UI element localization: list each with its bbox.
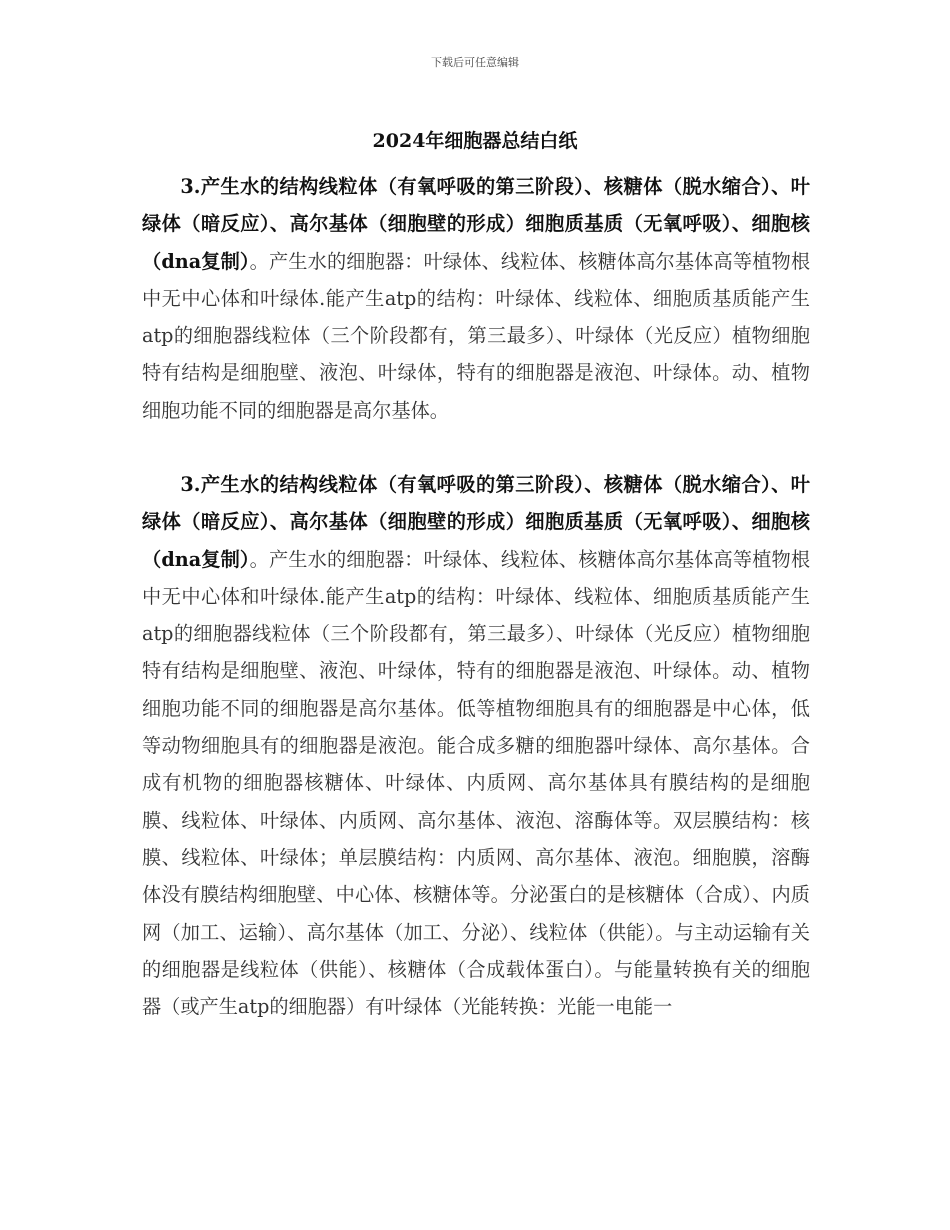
paragraph-1-lead: 3.产生水的结构线粒体（有氧呼吸的第三阶段）、核糖体（脱水缩合）、叶绿体（暗反应）、高尔基体（细胞壁的形成）细胞质基质（无氧呼吸）、细胞核（dna复制）: [142, 175, 810, 273]
paragraph-1: [142, 168, 810, 429]
paragraph-2: [142, 466, 810, 1025]
paragraph-1-body: 。产生水的细胞器：叶绿体、线粒体、核糖体高尔基体高等植物根中无中心体和叶绿体.能产生atp的结构：叶绿体、线粒体、细胞质基质能产生atp的细胞器线粒体（三个阶段都有，第三最多）、叶绿体（光反应）植物细胞特有结构是细胞壁、液泡、叶绿体，特有的细胞器是液泡、叶绿体。动、植物细胞功能不同的细胞器是高尔基体。: [142, 249, 811, 422]
header-note: 下载后可任意编辑: [431, 56, 519, 69]
paragraph-2-body: 。产生水的细胞器：叶绿体、线粒体、核糖体高尔基体高等植物根中无中心体和叶绿体.能产生atp的结构：叶绿体、线粒体、细胞质基质能产生atp的细胞器线粒体（三个阶段都有，第三最多）、叶绿体（光反应）植物细胞特有结构是细胞壁、液泡、叶绿体，特有的细胞器是液泡、叶绿体。动、植物细胞功能不同的细胞器是高尔基体。低等植物细胞具有的细胞器是中心体，低等动物细胞具有的细胞器是液泡。能合成多糖的细胞器叶绿体、高尔基体。合成有机物的细胞器核糖体、叶绿体、内质网、高尔基体具有膜结构的是细胞膜、线粒体、叶绿体、内质网、高尔基体、液泡、溶酶体等。双层膜结构：核膜、线粒体、叶绿体；单层膜结构：内质网、高尔基体、液泡。细胞膜，溶酶体没有膜结构细胞壁、中心体、核糖体等。分泌蛋白的是核糖体（合成）、内质网（加工、运输）、高尔基体（加工、分泌）、线粒体（供能）。与主动运输有关的细胞器是线粒体（供能）、核糖体（合成载体蛋白）。与能量转换有关的细胞器（或产生atp的细胞器）有叶绿体（光能转换：光能一电能一: [142, 547, 811, 1019]
paragraph-2-lead: 3.产生水的结构线粒体（有氧呼吸的第三阶段）、核糖体（脱水缩合）、叶绿体（暗反应）、高尔基体（细胞壁的形成）细胞质基质（无氧呼吸）、细胞核（dna复制）: [142, 473, 810, 571]
document-title: 2024年细胞器总结白纸: [372, 130, 578, 152]
